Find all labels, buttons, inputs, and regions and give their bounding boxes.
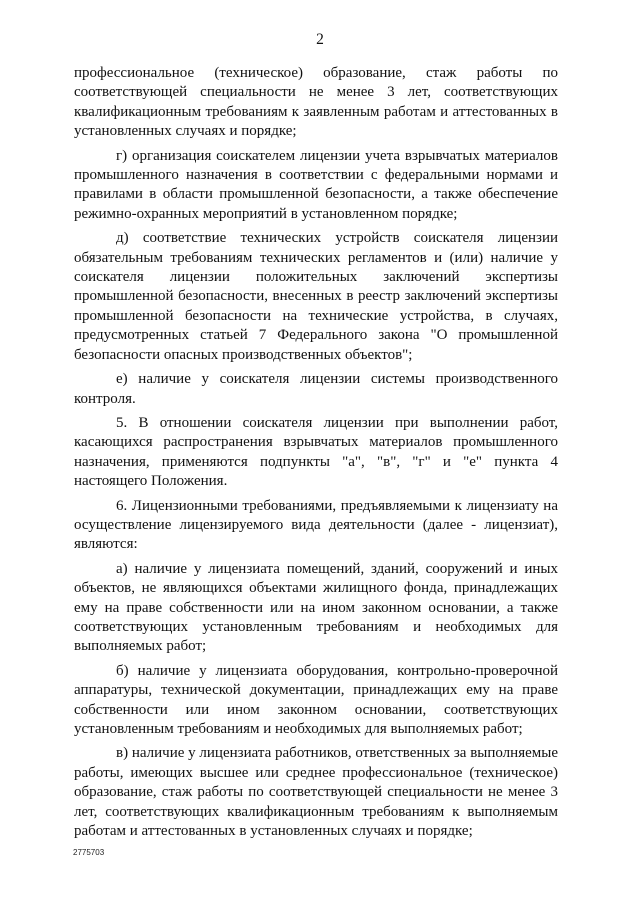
paragraph-section-6: 6. Лицензионными требованиями, предъявляемыми к лицензиату на осуществление лицензируемого вида деятельности (далее - лицензиат), являются: <box>74 497 558 553</box>
paragraph-item-e: е) наличие у соискателя лицензии системы производственного контроля. <box>74 371 558 407</box>
document-code: 2775703 <box>73 848 105 857</box>
paragraph-item-a: а) наличие у лицензиата помещений, зданий, сооружений и иных объектов, не являющихся объектами жилищного фонда, принадлежащих ему на праве собственности или на ином законном основании, а также соответствующих установленным требованиям и необходимых для выполняемых работ; <box>74 560 558 655</box>
paragraph-item-v: в) наличие у лицензиата работников, ответственных за выполняемые работы, имеющих высшее или среднее профессиональное (техническое) образование, стаж работы по соответствующей специальности не менее 3 лет, соответствующих квалификационным требованиям к выполняемым работам и аттестованных в установленных случаях и порядке; <box>74 745 558 840</box>
paragraph-continuation: профессиональное (техническое) образование, стаж работы по соответствующей специальности не менее 3 лет, соответствующих квалификационным требованиям к заявленным работам и аттестованных в установленных случаях и порядке; <box>74 65 558 140</box>
paragraph-section-5: 5. В отношении соискателя лицензии при выполнении работ, касающихся распространения взрывчатых материалов промышленного назначения, применяются подпункты "а", "в", "г" и "е" пункта 4 настоящего Положения. <box>74 414 558 490</box>
paragraph-item-d: д) соответствие технических устройств соискателя лицензии обязательным требованиям технических регламентов и (или) наличие у соискателя лицензии положительных заключений экспертизы промышленной безопасности, внесенных в реестр заключений экспертизы промышленной безопасности на технические устройства, в случаях, предусмотренных статьей 7 Федерального закона "О промышленной безопасности опасных производственных объектов"; <box>74 230 558 363</box>
page-number: 2 <box>316 31 324 48</box>
paragraph-item-g: г) организация соискателем лицензии учета взрывчатых материалов промышленного назначения в соответствии с федеральными нормами и правилами в области промышленной безопасности, а также обеспечение режимно-охранных мероприятий в установленном порядке; <box>74 147 558 222</box>
document-body <box>74 64 558 841</box>
paragraph-item-b: б) наличие у лицензиата оборудования, контрольно-проверочной аппаратуры, технической документации, принадлежащих ему на праве собственности или ином законном основании, соответствующих установленным требованиям и необходимых для выполняемых работ; <box>74 662 558 737</box>
